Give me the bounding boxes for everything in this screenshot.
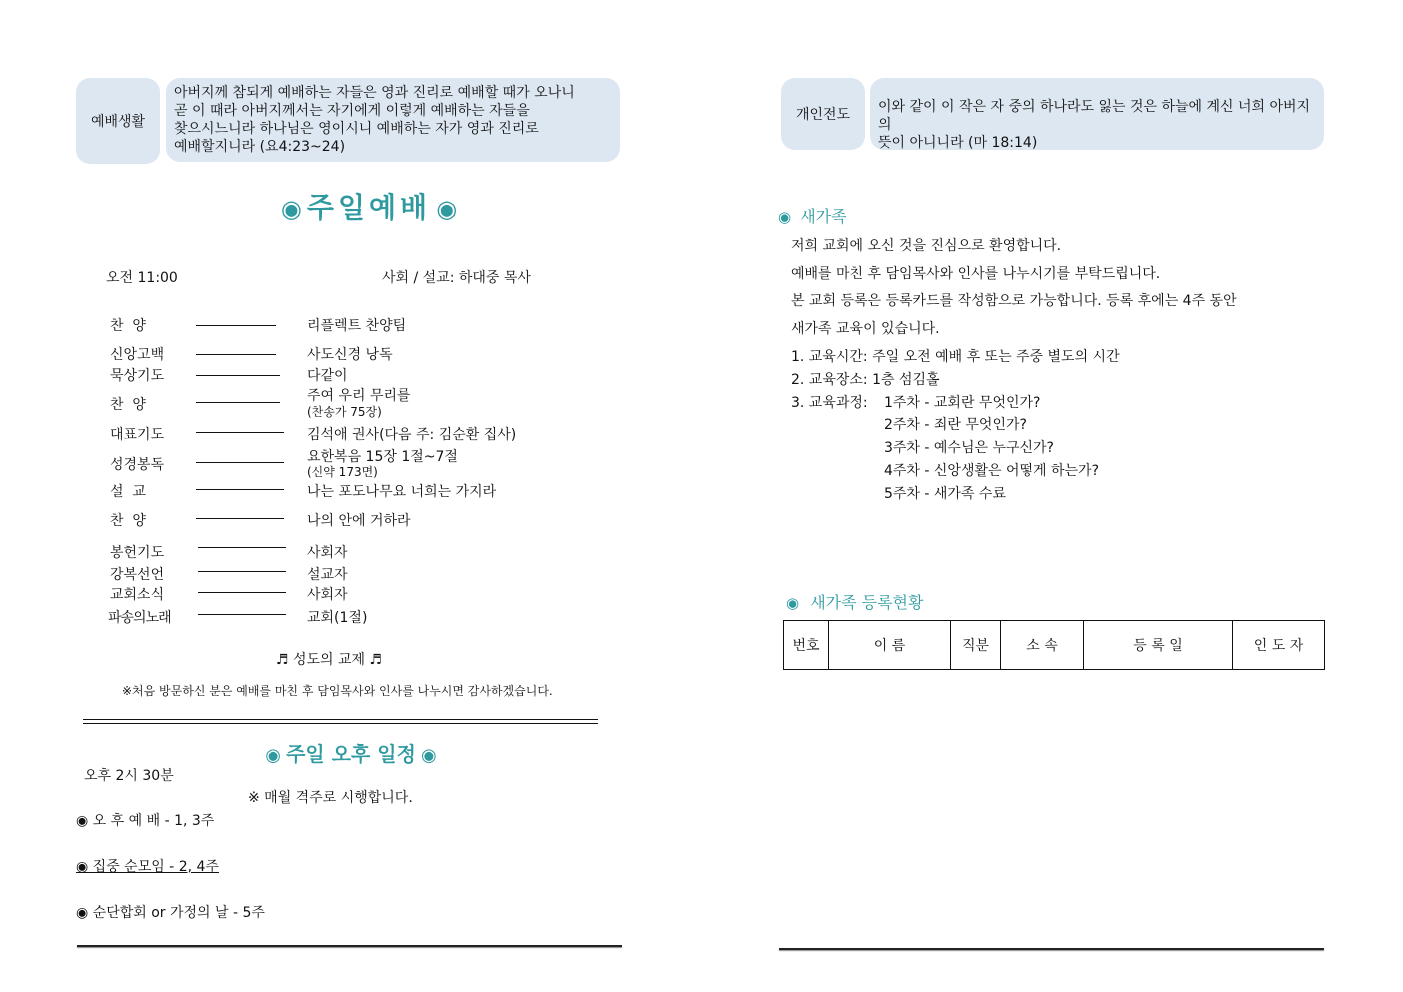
edu-course-label: 3. 교육과정: [791,395,868,411]
bullet-icon: ◉ [778,208,792,226]
order-item: 파송의노래 [108,610,171,626]
order-content: 김석애 권사(다음 주: 김순환 집사) [307,427,517,443]
registration-table [783,620,1325,670]
header-cell: 번호 [784,621,829,670]
section-title: 새가족 [800,207,847,226]
fellowship-line: ♬ 성도의 교제 ♬ [276,652,383,668]
bullet-icon: ◉ [265,745,281,766]
header-cell: 소 속 [1001,621,1084,670]
newfamily-line: 새가족 교육이 있습니다. [791,321,940,337]
afternoon-time: 오후 2시 30분 [84,768,174,784]
edu-course: 1주차 - 교회란 무엇인가? [884,395,1041,411]
edu-course: 3주차 - 예수님은 누구신가? [884,440,1054,456]
newfamily-line: 예배를 마친 후 담임목사와 인사를 나누시기를 부탁드립니다. [791,266,1161,282]
order-content: 리플렉트 찬양팀 [307,318,407,334]
newfamily-line: 저희 교회에 오신 것을 진심으로 환영합니다. [791,238,1062,254]
divider [198,614,286,615]
order-item: 교회소식 [110,587,165,603]
order-content: 나의 안에 거하라 [307,513,411,529]
order-content: 나는 포도나무요 너희는 가지라 [307,484,497,500]
order-item: 묵상기도 [110,368,165,384]
header-cell: 이 름 [829,621,951,670]
bullet-icon: ◉ [436,195,458,223]
divider [196,432,284,433]
order-item: 찬 양 [110,513,146,529]
divider [196,518,284,519]
divider [198,547,286,548]
double-divider [83,719,598,724]
order-item: 신앙고백 [110,347,165,363]
section-title: 주일 오후 일정 [286,742,416,766]
order-content: 주여 우리 무리를 [307,388,411,404]
order-sub: (신약 173면) [307,465,378,479]
header-cell: 직분 [951,621,1001,670]
bullet-icon: ◉ [786,594,800,612]
registration-heading [786,590,923,613]
verse-line: 곧 이 때라 아버지께서는 자기에게 이렇게 예배하는 자들을 [174,103,530,119]
edu-time: 1. 교육시간: 주일 오전 예배 후 또는 주중 별도의 시간 [791,349,1120,365]
order-content: 설교자 [307,567,348,583]
divider [198,592,286,593]
worship-label: 예배생활 [76,78,160,164]
order-content: 요한복음 15장 1절~7절 [307,449,458,465]
divider [196,354,276,355]
evangelism-verse-box [870,78,1324,150]
afternoon-title [256,738,446,767]
verse-line: 이와 같이 이 작은 자 중의 하나라도 잃는 것은 하늘에 계신 너희 아버지의 [878,99,1311,133]
bullet-icon: ◉ [280,195,302,223]
divider [196,325,276,326]
verse-line: 찾으시느니라 하나님은 영이시니 예배하는 자가 영과 진리로 [174,121,539,137]
divider [196,462,284,463]
afternoon-item: ◉ 오 후 예 배 - 1, 3주 [76,813,215,829]
order-content: 사회자 [307,587,348,603]
visitor-notice: ※처음 방문하신 분은 예배를 마친 후 담임목사와 인사를 나누시면 감사하겠습니다. [122,684,553,698]
header-cell: 등 록 일 [1084,621,1233,670]
service-time: 오전 11:00 [106,270,178,286]
service-title [264,186,474,226]
edu-course: 4주차 - 신앙생활은 어떻게 하는가? [884,463,1100,479]
order-item: 찬 양 [110,397,146,413]
evangelism-label: 개인전도 [781,78,865,150]
order-content: 사회자 [307,545,348,561]
verse-line: 뜻이 아니니라 (마 18:14) [878,135,1038,151]
afternoon-note: ※ 매월 격주로 시행합니다. [248,790,413,806]
bottom-rule [779,948,1324,950]
divider [196,402,280,403]
newfamily-line: 본 교회 등록은 등록카드를 작성함으로 가능합니다. 등록 후에는 4주 동안 [791,293,1237,309]
bullet-icon: ◉ [421,745,437,766]
order-sub: (찬송가 75장) [307,405,382,419]
section-title: 새가족 등록현황 [810,593,924,612]
order-item: 성경봉독 [110,457,165,473]
divider [196,375,280,376]
header-cell: 인 도 자 [1233,621,1325,670]
service-leader: 사회 / 설교: 하대중 목사 [382,270,531,286]
order-item: 강복선언 [110,567,165,583]
newfamily-heading [778,204,847,227]
page-title: 주일예배 [306,191,432,224]
order-item: 설 교 [110,484,146,500]
table-header-row [784,621,1325,670]
order-content: 다같이 [307,368,348,384]
verse-line: 아버지께 참되게 예배하는 자들은 영과 진리로 예배할 때가 오나니 [174,85,575,101]
order-item: 대표기도 [110,427,165,443]
afternoon-item: ◉ 집중 순모임 - 2, 4주 [76,859,219,875]
order-item: 봉헌기도 [110,545,165,561]
divider [198,571,286,572]
afternoon-item: ◉ 순단합회 or 가정의 날 - 5주 [76,905,265,921]
bottom-rule [77,945,622,947]
worship-verse-box [166,78,620,162]
edu-course: 5주차 - 새가족 수료 [884,486,1006,502]
order-content: 사도신경 낭독 [307,347,393,363]
verse-line: 예배할지니라 (요4:23~24) [174,139,346,155]
divider [196,489,284,490]
order-item: 찬 양 [110,318,146,334]
edu-course: 2주차 - 죄란 무엇인가? [884,417,1027,433]
order-content: 교회(1절) [307,610,368,626]
edu-place: 2. 교육장소: 1층 섬김홀 [791,372,940,388]
